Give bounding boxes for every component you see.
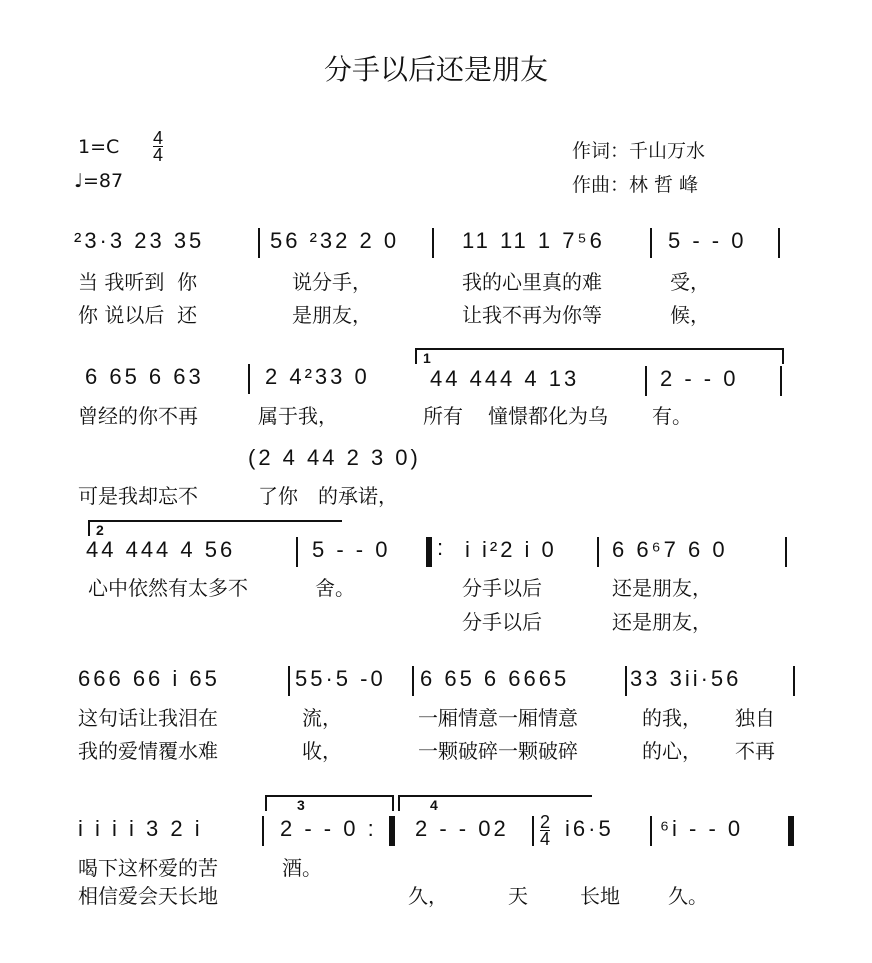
lyric: 的承诺，: [318, 484, 398, 508]
measure: 6 65 6 6665: [420, 666, 570, 691]
measure: 2 4²33 0: [265, 364, 370, 389]
lyric: 说分手，: [292, 270, 372, 294]
lyric: 还是朋友，: [612, 576, 712, 600]
lyric: 是朋友，: [292, 303, 372, 327]
tempo: ♩=87: [74, 170, 124, 192]
lyric: 心中依然有太多不: [88, 576, 248, 600]
measure: i6·5: [565, 816, 614, 841]
measure: 44 444 4 13: [430, 366, 580, 391]
measure: 5 - - 0: [668, 228, 747, 253]
measure: 44 444 4 56: [86, 537, 236, 562]
measure: 56 ²32 2 0: [270, 228, 400, 253]
lyric: 可是我却忘不: [78, 484, 198, 508]
lyric: 一颗破碎一颗破碎: [418, 739, 578, 763]
barline: [793, 666, 795, 696]
final-barline: [788, 816, 794, 846]
lyricist: 作词：千山万水: [572, 140, 706, 162]
measure: 2 - - 0: [660, 366, 739, 391]
measure: 5 - - 0: [312, 537, 391, 562]
lyric: 久，: [408, 884, 448, 908]
lyric: 天: [508, 884, 528, 908]
measure: i i²2 i 0: [465, 537, 557, 562]
measure: 55·5 -0: [295, 666, 386, 691]
lyric: 这句话让我泪在: [78, 706, 218, 730]
time-bottom: 4: [540, 829, 551, 849]
measure: 6 6⁶7 6 0: [612, 537, 728, 562]
lyric: 收，: [302, 739, 342, 763]
barline: [650, 228, 652, 258]
lyric: 长地: [580, 884, 620, 908]
barline: [778, 228, 780, 258]
lyric: 的我，: [642, 706, 702, 730]
lyric: 属于我，: [258, 404, 338, 428]
lyric: 喝下这杯爱的苦: [78, 856, 218, 880]
lyric: 独自: [735, 706, 775, 730]
volta-number: 4: [430, 797, 438, 813]
lyric: 受，: [670, 270, 710, 294]
measure: i i i i 3 2 i: [78, 816, 203, 841]
barline: [650, 816, 652, 846]
barline: [258, 228, 260, 258]
barline: [645, 366, 647, 396]
time-signature-change: [540, 814, 550, 847]
measure: 6 65 6 63: [85, 364, 204, 389]
barline: [780, 366, 782, 396]
time-bottom: 4: [153, 145, 164, 165]
time-top: 4: [153, 128, 164, 148]
measure: 11 11 1 7⁵6: [462, 228, 605, 253]
key-signature: 1=C: [78, 136, 120, 158]
lyric: 相信爱会天长地: [78, 884, 218, 908]
barline: [288, 666, 290, 696]
barline: [248, 364, 250, 394]
barline: [262, 816, 264, 846]
lyric: 分手以后: [462, 610, 542, 634]
lyric: 不再: [735, 739, 775, 763]
volta-number: 2: [96, 522, 104, 538]
barline: [532, 816, 534, 846]
lyric: 我的心里真的难: [462, 270, 602, 294]
measure: 666 66 i 65: [78, 666, 220, 691]
time-signature: [153, 130, 163, 163]
measure: 2 - - 0 :: [280, 816, 377, 841]
lyric: 舍。: [315, 576, 355, 600]
lyric: 的心，: [642, 739, 702, 763]
repeat-end-barline: [389, 816, 395, 846]
barline: [597, 537, 599, 567]
repeat-dots: :: [437, 535, 447, 560]
lyric: 有。: [652, 404, 692, 428]
volta-bracket: [265, 795, 394, 811]
measure: ²3·3 23 35: [74, 228, 205, 253]
time-top: 2: [540, 812, 551, 832]
repeat-start-barline: [426, 537, 432, 567]
lyric: 了你: [258, 484, 298, 508]
barline: [296, 537, 298, 567]
song-title: 分手以后还是朋友: [323, 53, 548, 86]
volta-number: 3: [297, 797, 305, 813]
barline: [625, 666, 627, 696]
barline: [412, 666, 414, 696]
volta-bracket: [415, 348, 784, 364]
barline: [785, 537, 787, 567]
alternate-notes: (2 4 44 2 3 0): [248, 445, 421, 470]
measure: 2 - - 02: [415, 816, 509, 841]
lyric: 还是朋友，: [612, 610, 712, 634]
lyric: 我的爱情覆水难: [78, 739, 218, 763]
lyric: 当 我听到 你: [78, 270, 198, 294]
measure: 33 3ii·56: [630, 666, 742, 691]
lyric: 久。: [668, 884, 708, 908]
lyric: 曾经的你不再: [78, 404, 198, 428]
volta-bracket: [88, 520, 342, 536]
lyric: 流，: [302, 706, 342, 730]
measure: ⁶i - - 0: [660, 816, 744, 841]
lyric: 让我不再为你等: [462, 303, 602, 327]
lyric: 候，: [670, 303, 710, 327]
volta-bracket: [398, 795, 592, 811]
lyric: 所有: [423, 404, 463, 428]
lyric: 憧憬都化为乌: [488, 404, 608, 428]
lyric: 你 说以后 还: [78, 303, 198, 327]
lyric: 分手以后: [462, 576, 542, 600]
lyric: 一厢情意一厢情意: [418, 706, 578, 730]
composer: 作曲：林 哲 峰: [572, 174, 699, 196]
volta-number: 1: [423, 350, 431, 366]
barline: [432, 228, 434, 258]
lyric: 酒。: [282, 856, 322, 880]
